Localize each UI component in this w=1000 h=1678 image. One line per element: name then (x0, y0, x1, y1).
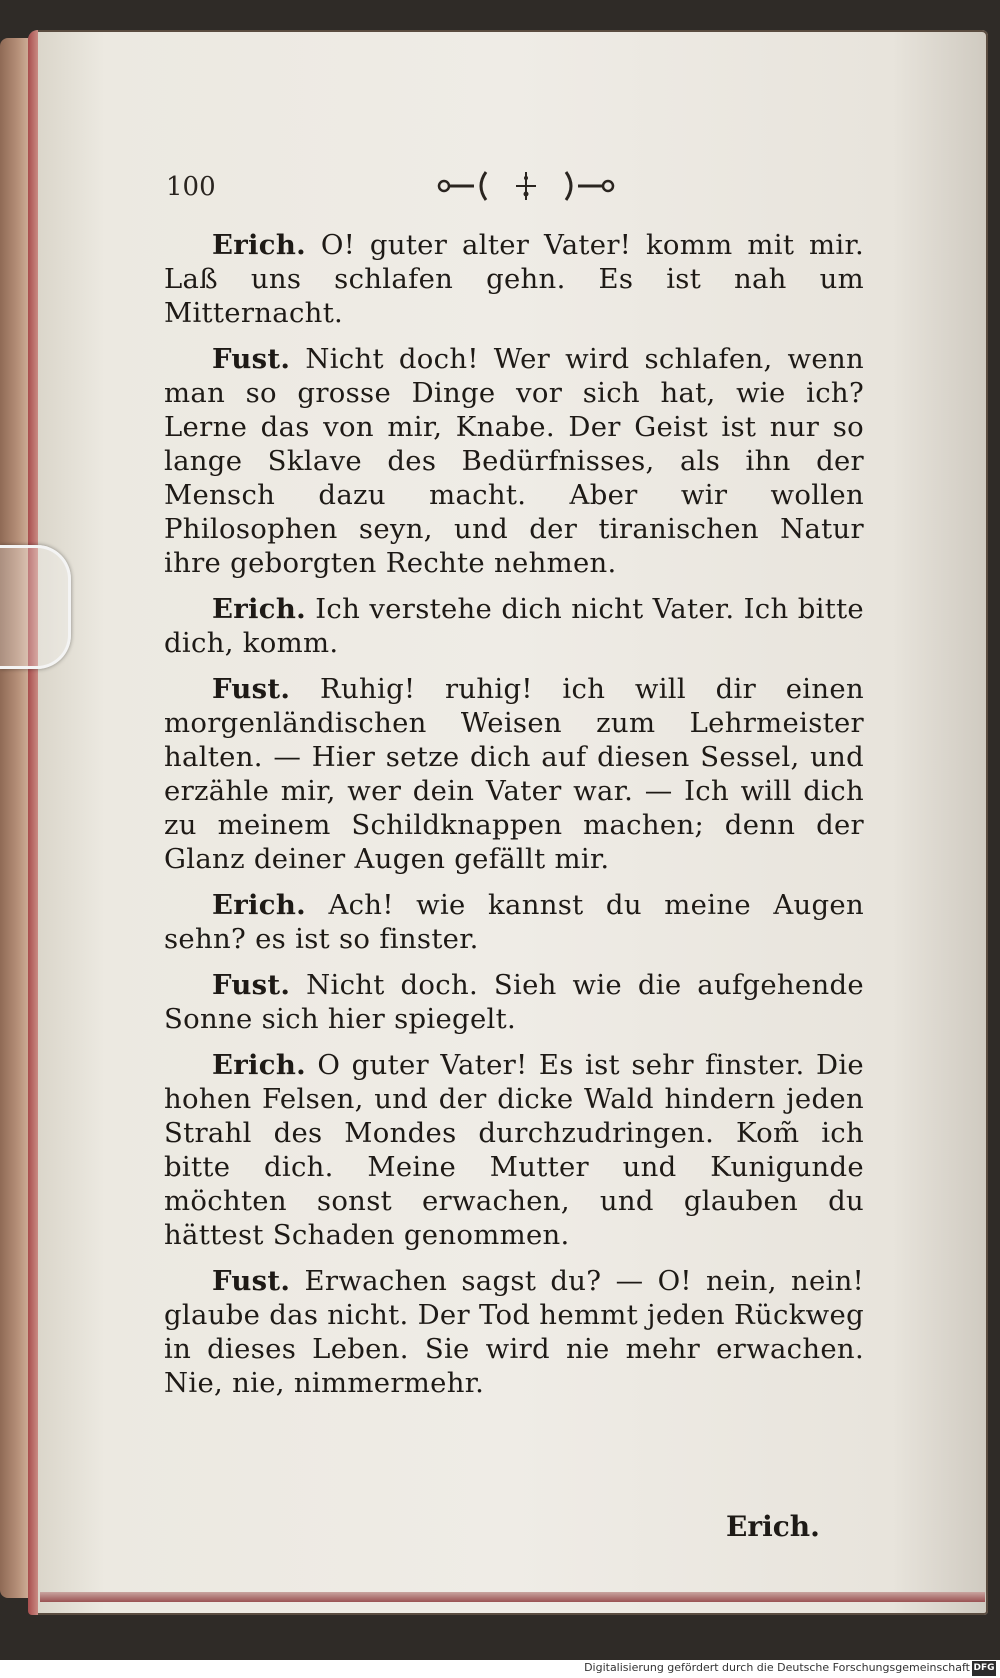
paragraph (164, 342, 864, 580)
speech-text: Erwachen sagst du? — O! nein, nein! glaube das nicht. Der Tod hemmt jeden Rückweg in dieses Leben. Sie wird nie mehr erwachen. Nie, nie, nimmermehr. (164, 1265, 864, 1399)
speaker-name: Erich. (212, 229, 307, 261)
digitization-credit: Digitalisierung gefördert durch die Deutsche Forschungsgemeinschaft (584, 1661, 970, 1674)
dfg-logo: DFG (972, 1661, 996, 1676)
page-bottom-edge (40, 1592, 985, 1602)
speech-text: Nicht doch! Wer wird schlafen, wenn man so grosse Dinge vor sich hat, wie ich? Lerne das von mir, Knabe. Der Geist ist nur so lange Sklave des Bedürfnisses, als ihn der Mensch dazu macht. Aber wir wollen Philosophen seyn, und der tiranischen Natur ihre geborgten Rechte nehmen. (164, 343, 864, 579)
speaker-name: Fust. (212, 673, 291, 705)
speech-text: O guter Vater! Es ist sehr finster. Die hohen Felsen, und der dicke Wald hindern jeden Strahl des Mondes durchzudringen. Kom̃ ich bitte dich. Meine Mutter und Kunigunde möchten sonst erwachen, und glauben du hättest Schaden genommen. (164, 1049, 864, 1251)
speaker-name: Erich. (212, 1049, 307, 1081)
paragraph (164, 1264, 864, 1400)
speaker-name: Fust. (212, 969, 291, 1001)
page-header (166, 166, 876, 206)
speech-text: Ach! wie kannst du meine Augen sehn? es ist so finster. (164, 889, 864, 955)
speech-text: Ruhig! ruhig! ich will dir einen morgenländischen Weisen zum Lehrmeister halten. — Hier setze dich auf diesen Sessel, und erzähle mir, wer dein Vater war. — Ich will dich zu meinem Schildknappen machen; denn der Glanz deiner Augen gefällt mir. (164, 673, 864, 875)
ornament-icon (416, 166, 636, 206)
dialogue-text (164, 228, 864, 1412)
speech-text: Nicht doch. Sieh wie die aufgehende Sonne sich hier spiegelt. (164, 969, 864, 1035)
paragraph (164, 228, 864, 330)
paragraph (164, 968, 864, 1036)
paragraph (164, 592, 864, 660)
speaker-name: Fust. (212, 343, 291, 375)
page-red-edge (28, 30, 38, 1615)
speaker-name: Erich. (212, 593, 307, 625)
paragraph (164, 888, 864, 956)
paper-clip-icon (0, 545, 71, 669)
speech-text: O! guter alter Vater! komm mit mir. Laß uns schlafen gehn. Es ist nah um Mitternacht. (164, 229, 864, 329)
speaker-name: Fust. (212, 1265, 291, 1297)
catchword: Erich. (726, 1510, 820, 1543)
speech-text: Ich verstehe dich nicht Vater. Ich bitte dich, komm. (164, 593, 864, 659)
speaker-name: Erich. (212, 889, 307, 921)
paragraph (164, 672, 864, 876)
page-number: 100 (166, 172, 216, 202)
paragraph (164, 1048, 864, 1252)
